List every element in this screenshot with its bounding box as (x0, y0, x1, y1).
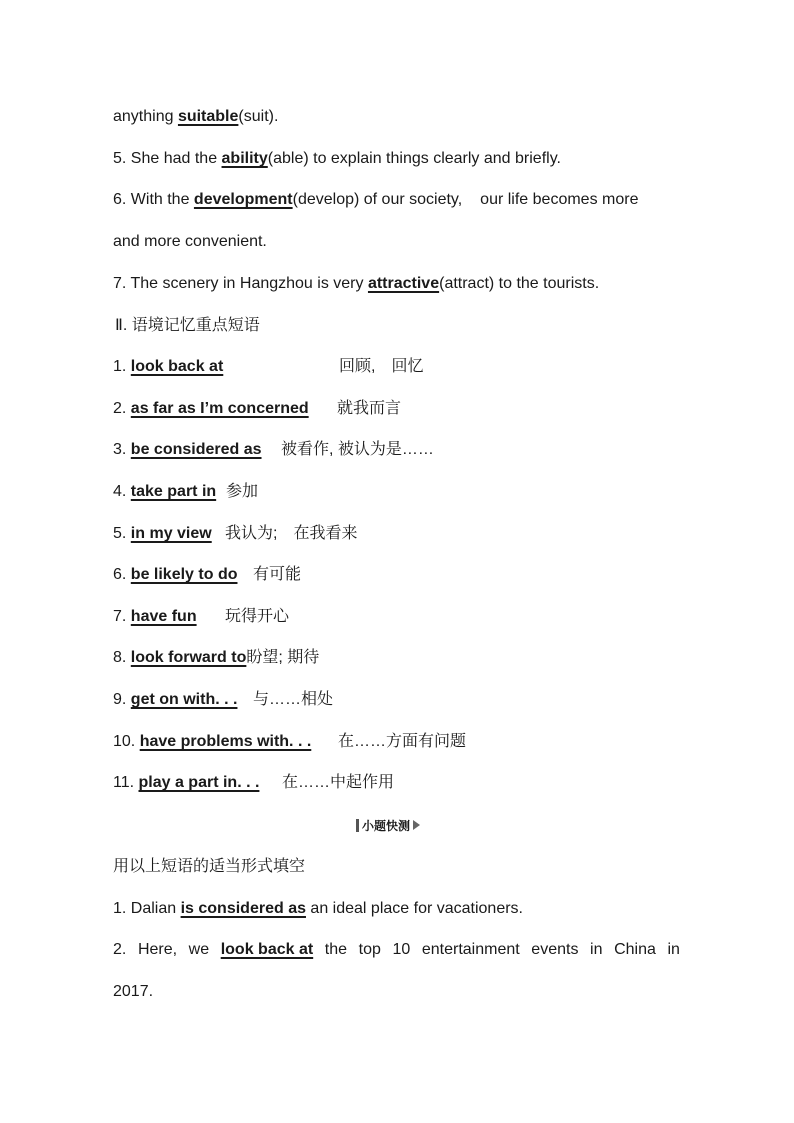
answer-is-considered-as: is considered as (180, 900, 306, 917)
phrase: look forward to (130, 649, 247, 666)
phrase-meaning: 玩得开心 (225, 608, 290, 625)
text: 6. With the (113, 191, 194, 208)
phrase-meaning: 我认为; 在我看来 (225, 525, 358, 542)
word: the (324, 941, 348, 958)
phrase-item (113, 440, 434, 460)
phrase-item (113, 690, 334, 710)
quiz-question-1 (113, 899, 523, 919)
text: (able) to explain things clearly and briefly. (267, 150, 561, 167)
phrase: have fun (130, 608, 197, 625)
quiz-question-2 (113, 940, 680, 960)
phrase-item (113, 773, 395, 793)
text: 7. The scenery in Hangzhou is very (113, 275, 368, 292)
phrase: get on with. . . (130, 691, 238, 708)
text: an ideal place for vacationers. (305, 900, 523, 917)
quiz-instruction: 用以上短语的适当形式填空 (113, 858, 306, 875)
badge-label: 小题快测 (362, 818, 411, 833)
answer-development: development (193, 191, 293, 208)
phrase-item (113, 399, 402, 419)
sentence-4-continuation (113, 107, 278, 127)
answer-attractive: attractive (367, 275, 440, 292)
word: Here, (137, 941, 178, 958)
phrase-meaning: 与……相处 (253, 691, 334, 708)
phrase-meaning: 被看作, 被认为是…… (281, 441, 434, 458)
item-number: 10. (113, 733, 140, 750)
phrase-meaning: 在……方面有问题 (338, 733, 467, 750)
word: events (531, 941, 579, 958)
word: 2. (113, 941, 127, 958)
sentence-7 (113, 274, 599, 294)
phrase-meaning: 在……中起作用 (282, 774, 395, 791)
text: anything (113, 108, 178, 125)
triangle-right-icon (413, 820, 420, 830)
text: (suit). (238, 108, 279, 125)
item-number: 6. (113, 566, 131, 583)
item-number: 3. (113, 441, 131, 458)
phrase: as far as I’m concerned (130, 400, 309, 417)
phrase-meaning: 有可能 (253, 566, 302, 583)
text: (attract) to the tourists. (439, 275, 600, 292)
answer-suitable: suitable (177, 108, 239, 125)
word: entertainment (421, 941, 520, 958)
section-heading: Ⅱ. 语境记忆重点短语 (115, 317, 260, 334)
item-number: 5. (113, 525, 131, 542)
item-number: 11. (113, 774, 139, 791)
sentence-5 (113, 149, 561, 169)
phrase: take part in (130, 483, 217, 500)
phrase-meaning: 盼望; 期待 (246, 649, 320, 666)
phrase: have problems with. . . (139, 733, 312, 750)
word: we (188, 941, 210, 958)
item-number: 8. (113, 649, 131, 666)
phrase-item (113, 524, 358, 544)
phrase-meaning: 回顾, 回忆 (339, 358, 424, 375)
phrase-item (113, 565, 302, 585)
item-number: 2. (113, 400, 131, 417)
sentence-6 (113, 190, 638, 210)
word: 10 (392, 941, 411, 958)
phrase: be considered as (130, 441, 262, 458)
word: top (358, 941, 381, 958)
phrase-meaning: 就我而言 (337, 400, 402, 417)
item-number: 1. (113, 358, 131, 375)
item-number: 4. (113, 483, 131, 500)
phrase-item (113, 357, 424, 377)
phrase: be likely to do (130, 566, 238, 583)
phrase-item (113, 732, 467, 752)
text: 5. She had the (113, 150, 222, 167)
item-number: 9. (113, 691, 131, 708)
phrase-item (113, 482, 259, 502)
word: in (590, 941, 603, 958)
answer-look-back-at: look back at (220, 941, 314, 958)
text: 1. Dalian (113, 900, 181, 917)
phrase: look back at (130, 358, 224, 375)
phrase-item (113, 648, 319, 668)
word: China (614, 941, 656, 958)
text: our life becomes more (480, 191, 639, 208)
phrase: play a part in. . . (138, 774, 260, 791)
phrase-meaning: 参加 (226, 483, 259, 500)
quiz-badge (356, 816, 420, 834)
sentence-6-continuation (113, 232, 267, 252)
text: (develop) of our society, (292, 191, 463, 208)
bar-icon (356, 819, 359, 832)
answer-ability: ability (221, 150, 268, 167)
text: and more convenient. (113, 233, 267, 250)
phrase-item (113, 607, 290, 627)
phrase: in my view (130, 525, 212, 542)
item-number: 7. (113, 608, 131, 625)
word: in (667, 941, 680, 958)
quiz-question-2-continuation: 2017. (113, 983, 154, 1000)
